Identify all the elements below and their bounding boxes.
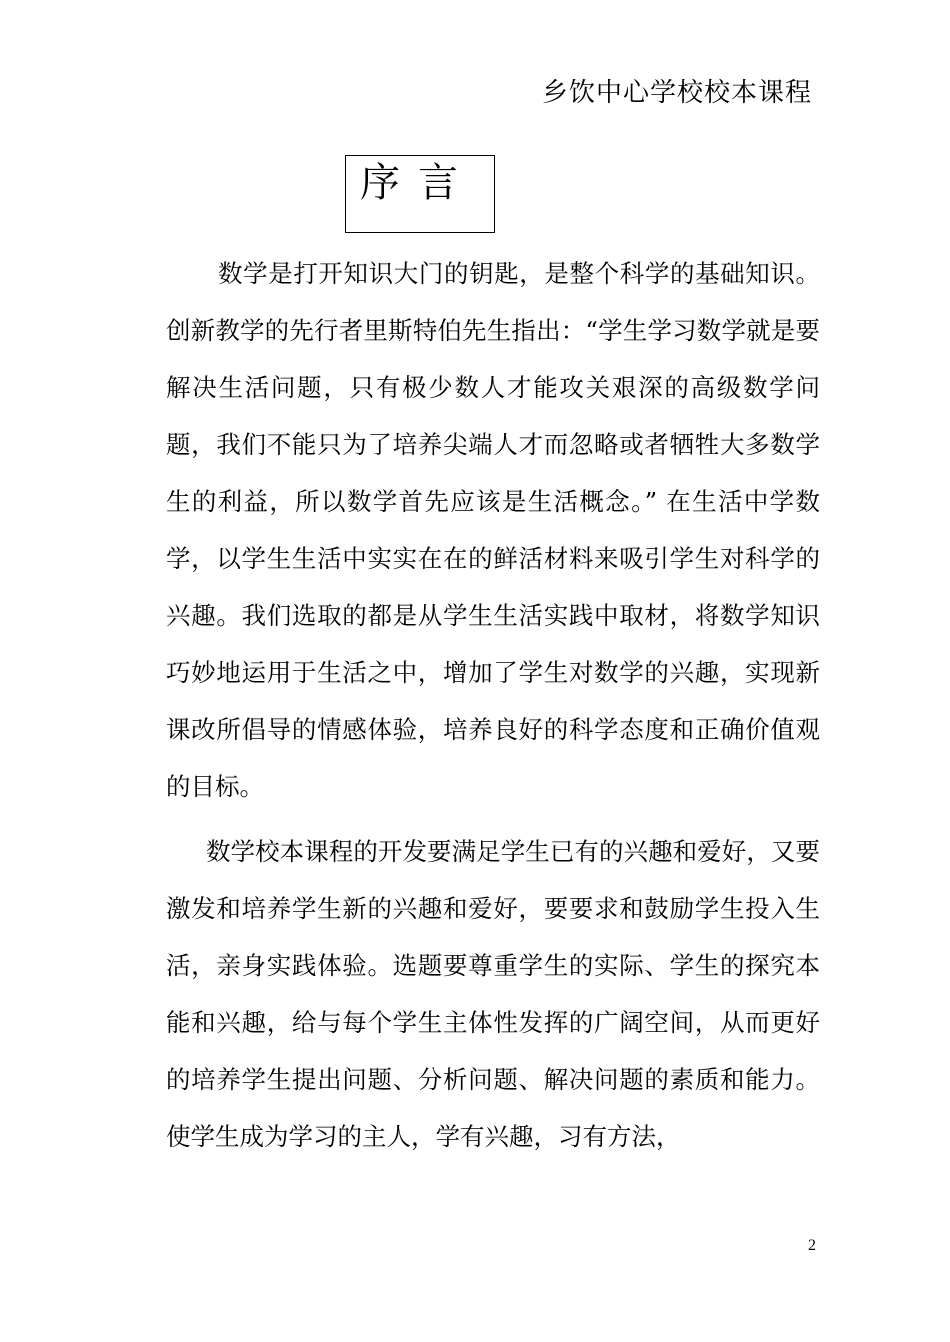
page-number: 2 [808,1237,816,1254]
document-body [166,245,820,1165]
document-title: 序言 [360,160,476,206]
page-header: 乡饮中心学校校本课程 [541,78,812,108]
paragraph-2: 数学校本课程的开发要满足学生已有的兴趣和爱好，又要激发和培养学生新的兴趣和爱好，要要求和鼓励学生投入生活，亲身实践体验。选题要尊重学生的实际、学生的探究本能和兴趣，给与每个学生主体性发挥的广阔空间，从而更好的培养学生提出问题、分析问题、解决问题的素质和能力。使学生成为学习的主人，学有兴趣，习有方法， [166,837,820,1151]
paragraph-1: 数学是打开知识大门的钥匙，是整个科学的基础知识。创新教学的先行者里斯特伯先生指出：“学生学习数学就是要解决生活问题，只有极少数人才能攻关艰深的高级数学问题，我们不能只为了培养尖端人才而忽略或者牺牲大多数学生的利益，所以数学首先应该是生活概念。” 在生活中学数学，以学生生活中实实在在的鲜活材料来吸引学生对科学的兴趣。我们选取的都是从学生生活实践中取材，将数学知识巧妙地运用于生活之中，增加了学生对数学的兴趣，实现新课改所倡导的情感体验，培养良好的科学态度和正确价值观的目标。 [166,259,820,801]
title-box [345,155,495,233]
